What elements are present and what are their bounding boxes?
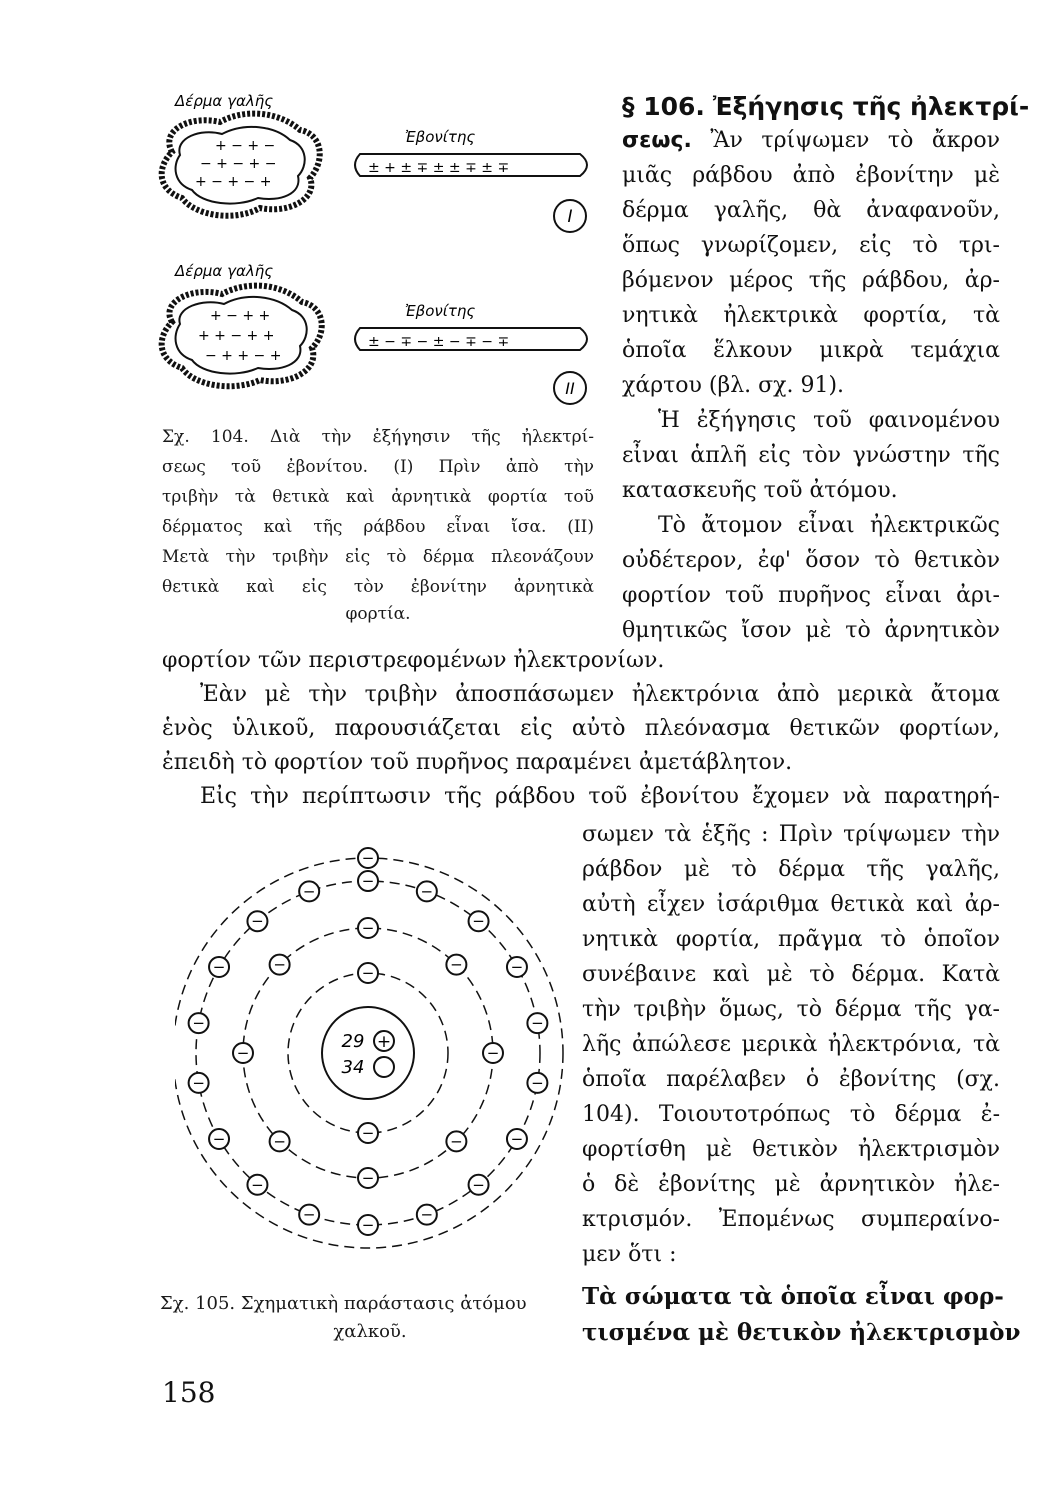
paragraph-line: ἑνὸς ὑλικοῦ, παρουσιάζεται εἰς αὐτὸ πλεόνασμα θετικῶν φορτίων, <box>162 716 1000 741</box>
first-line-text: Ἂν τρίψωμεν τὸ ἄκρον <box>710 128 1000 153</box>
ebonite-label-1: Ἐβονίτης <box>405 128 476 146</box>
svg-text:−: − <box>361 964 375 982</box>
ebonite-rod-1 <box>355 154 587 176</box>
electron <box>247 911 267 931</box>
electron-shell <box>288 973 448 1133</box>
electron <box>417 881 437 901</box>
electron <box>299 881 319 901</box>
electron <box>358 871 378 891</box>
section-heading <box>622 92 1030 122</box>
svg-text:−: − <box>192 1014 205 1033</box>
svg-text:−: − <box>472 912 485 931</box>
svg-text:−: − <box>302 882 316 901</box>
svg-text:± − ∓ − ± − ∓ − ∓: ± − ∓ − ± − ∓ − ∓ <box>368 334 510 350</box>
paragraph-line: μεν ὅτι : <box>582 1242 677 1267</box>
svg-text:−: − <box>273 955 286 974</box>
paragraph-line: λῆς ἀπώλεσε μερικὰ ἠλεκτρόνια, τὰ <box>582 1032 1000 1057</box>
svg-text:− + + − +: − + + − + <box>205 348 282 364</box>
paragraph-line: τὴν τριβὴν ὅμως, τὸ δέρμα τῆς γα- <box>582 997 1000 1022</box>
caption-line: χαλκοῦ. <box>333 1321 407 1342</box>
electron <box>358 1215 378 1235</box>
electron <box>507 957 527 977</box>
paragraph-line: νητικὰ ἠλεκτρικὰ φορτία, τὰ <box>622 303 1000 328</box>
caption-line: θετικὰ καὶ εἰς τὸν ἐβονίτην ἀρνητικὰ <box>162 577 594 597</box>
paragraph-line: σωμεν τὰ ἑξῆς : Πρὶν τρίψωμεν τὴν <box>582 822 1000 847</box>
electron <box>270 1131 290 1151</box>
svg-text:+ − + +: + − + + <box>210 308 271 324</box>
section-title-end: σεως. <box>622 128 692 153</box>
paragraph-line: χάρτου (βλ. σχ. 91). <box>622 373 845 398</box>
electron <box>483 1043 503 1063</box>
svg-text:II: II <box>565 379 575 398</box>
svg-text:−: − <box>531 1014 544 1033</box>
paragraph-line: 104). Τοιουτοτρόπως τὸ δέρμα ἐ- <box>582 1102 1000 1127</box>
section-title: Ἐξήγησις τῆς ἠλεκτρί- <box>712 92 1030 121</box>
svg-text:−: − <box>420 882 434 901</box>
paragraph-line: κατασκευῆς τοῦ ἀτόμου. <box>622 478 898 503</box>
caption-line: Σχ. 104. Διὰ τὴν ἐξήγησιν τῆς ἠλεκτρί- <box>162 427 594 447</box>
paragraph-line: ἐπειδὴ τὸ φορτίον τοῦ πυρῆνος παραμένει ἀμετάβλητον. <box>162 750 793 775</box>
fur-label-1: Δέρμα γαλῆς <box>175 92 274 110</box>
electron <box>209 957 229 977</box>
electron <box>358 848 378 868</box>
electron <box>358 963 378 983</box>
paragraph-line: ὅπως γνωρίζομεν, εἰς τὸ τρι- <box>622 233 1000 258</box>
svg-text:−: − <box>420 1205 434 1224</box>
ebonite-rod-2 <box>355 328 587 350</box>
paragraph-line: φορτίον τῶν περιστρεφομένων ἠλεκτρονίων. <box>162 648 665 673</box>
paragraph-line: οὐδέτερον, ἐφ' ὅσον τὸ θετικὸν <box>622 548 1000 573</box>
section-number: § 106. <box>622 92 705 121</box>
page-number: 158 <box>162 1376 216 1409</box>
neutron-symbol <box>374 1057 394 1077</box>
svg-text:−: − <box>236 1044 250 1062</box>
svg-text:−: − <box>361 1124 375 1142</box>
caption-line: δέρματος καὶ τῆς ράβδου εἶναι ἴσα. (ΙΙ) <box>162 517 594 537</box>
nucleus-protons: 29 <box>341 1031 365 1052</box>
paragraph-line: Ἡ ἐξήγησις τοῦ φαινομένου <box>658 408 1000 433</box>
caption-line: φορτία. <box>345 604 411 624</box>
proton-plus: + <box>376 1032 392 1052</box>
svg-text:−: − <box>361 849 375 867</box>
figure-105 <box>175 840 575 1270</box>
paragraph-line: φορτίσθη μὲ θετικὸν ἠλεκτρισμὸν <box>582 1137 1000 1162</box>
electron <box>469 911 489 931</box>
electron <box>417 1205 437 1225</box>
svg-text:± + ± ∓ ± ± ∓ ± ∓: ± + ± ∓ ± ± ∓ ± ∓ <box>368 160 510 176</box>
electron <box>247 1175 267 1195</box>
electron <box>299 1205 319 1225</box>
electron <box>446 1131 466 1151</box>
fur-label-2: Δέρμα γαλῆς <box>175 262 274 280</box>
paragraph-line: Τὸ ἄτομον εἶναι ἠλεκτρικῶς <box>658 513 1000 538</box>
paragraph-line: ὁποῖα ἕλκουν μικρὰ τεμάχια <box>622 338 1000 363</box>
nucleus-neutrons: 34 <box>341 1057 365 1078</box>
electron <box>233 1043 253 1063</box>
paragraph-line: Εἰς τὴν περίπτωσιν τῆς ράβδου τοῦ ἐβονίτου ἔχομεν νὰ παρατηρή- <box>200 784 1000 809</box>
svg-text:−: − <box>361 1216 375 1234</box>
paragraph-line: θμητικῶς ἴσον μὲ τὸ ἀρνητικὸν <box>622 618 1000 643</box>
electron <box>189 1013 209 1033</box>
svg-text:+ + − + +: + + − + + <box>198 328 275 344</box>
svg-text:−: − <box>450 955 463 974</box>
paragraph-line: δέρμα γαλῆς, θὰ ἀναφανοῦν, <box>622 198 1000 223</box>
paragraph-line: αὐτὴ εἶχεν ἰσάριθμα θετικὰ καὶ ἀρ- <box>582 892 1000 917</box>
svg-text:−: − <box>531 1073 544 1092</box>
svg-text:−: − <box>251 912 264 931</box>
paragraph-line: φορτίον τοῦ πυρῆνος εἶναι ἀρι- <box>622 583 1000 608</box>
electron <box>270 955 290 975</box>
electron <box>358 1123 378 1143</box>
svg-text:−: − <box>472 1175 485 1194</box>
caption-line: σεως τοῦ ἐβονίτου. (Ι) Πρὶν ἀπὸ τὴν <box>162 457 594 477</box>
svg-text:−: − <box>251 1175 264 1194</box>
paragraph-line: ὁ δὲ ἐβονίτης μὲ ἀρνητικὸν ἠλε- <box>582 1172 1000 1197</box>
conclusion-line: τισμένα μὲ θετικὸν ἠλεκτρισμὸν <box>582 1319 1021 1346</box>
paragraph-line: νητικὰ φορτία, πρᾶγμα τὸ ὁποῖον <box>582 927 1000 952</box>
paragraph-line: Ἐὰν μὲ τὴν τριβὴν ἀποσπάσωμεν ἠλεκτρόνια ἀπὸ μερικὰ ἄτομα <box>200 682 1000 707</box>
svg-text:−: − <box>273 1132 286 1151</box>
svg-text:−: − <box>510 1130 524 1148</box>
caption-line: Σχ. 105. Σχηματικὴ παράστασις ἀτόμου <box>160 1293 527 1314</box>
paragraph-line: συνέβαινε καὶ μὲ τὸ δέρμα. Κατὰ <box>582 962 1000 987</box>
caption-line: Μετὰ τὴν τριβὴν εἰς τὸ δέρμα πλεονάζουν <box>162 547 594 567</box>
electron <box>507 1129 527 1149</box>
svg-text:−: − <box>302 1205 316 1224</box>
conclusion-line: Τὰ σώματα τὰ ὁποῖα εἶναι φορ- <box>582 1283 1004 1310</box>
electron <box>358 1168 378 1188</box>
fur-blob-1 <box>162 114 320 216</box>
svg-text:− + − + −: − + − + − <box>200 156 277 172</box>
electron <box>527 1073 547 1093</box>
electron <box>189 1073 209 1093</box>
electron <box>469 1175 489 1195</box>
svg-text:−: − <box>486 1044 500 1062</box>
svg-text:+ − + − +: + − + − + <box>195 174 272 190</box>
svg-text:−: − <box>450 1132 463 1151</box>
fur-blob-2 <box>162 286 322 387</box>
paragraph-line: κτρισμόν. Ἐπομένως συμπεραίνο- <box>582 1207 1000 1232</box>
svg-text:−: − <box>510 958 524 976</box>
copper-atom-diagram <box>175 840 575 1270</box>
svg-text:+ − + −: + − + − <box>215 138 276 154</box>
paragraph-line: ὁποῖα παρέλαβεν ὁ ἐβονίτης (σχ. <box>582 1067 1000 1092</box>
paragraph-line: εἶναι ἁπλῆ εἰς τὸν γνώστην τῆς <box>622 443 1000 468</box>
electron <box>527 1013 547 1033</box>
paragraph-line: βόμενον μέρος τῆς ράβδου, ἀρ- <box>622 268 1000 293</box>
paragraph-line: μιᾶς ράβδου ἀπὸ ἐβονίτην μὲ <box>622 163 1000 188</box>
svg-text:−: − <box>192 1073 205 1092</box>
figure-104 <box>150 90 610 430</box>
svg-text:−: − <box>361 1169 375 1187</box>
section-heading-second-line <box>622 126 1000 156</box>
svg-text:−: − <box>361 872 375 890</box>
paragraph-line: ράβδον μὲ τὸ δέρμα τῆς γαλῆς, <box>582 857 1000 882</box>
ebonite-label-2: Ἐβονίτης <box>405 302 476 320</box>
electron <box>209 1129 229 1149</box>
figure-104-drawing <box>150 90 610 430</box>
svg-text:−: − <box>212 1130 226 1148</box>
svg-text:−: − <box>361 919 375 937</box>
caption-line: τριβὴν τὰ θετικὰ καὶ ἀρνητικὰ φορτία τοῦ <box>162 487 594 507</box>
svg-text:I: I <box>567 207 573 227</box>
svg-text:−: − <box>212 958 226 976</box>
electron <box>358 918 378 938</box>
electron <box>446 955 466 975</box>
nucleus <box>322 1007 414 1099</box>
